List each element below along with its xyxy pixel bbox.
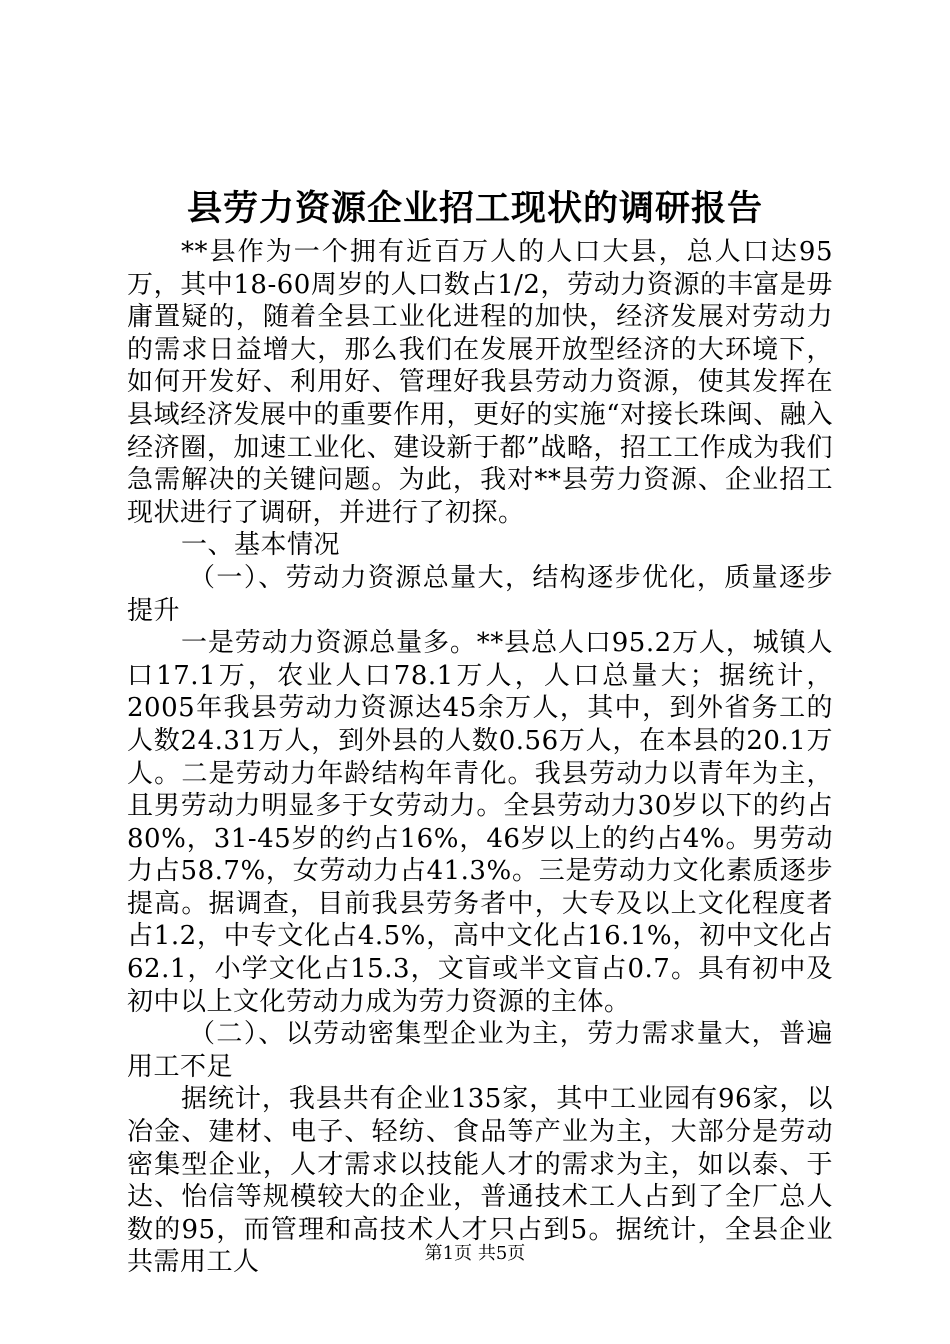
page-footer: 第1页 共5页 — [424, 1243, 526, 1264]
document-title: 县劳力资源企业招工现状的调研报告 — [186, 188, 763, 229]
intro-paragraph: **县作为一个拥有近百万人的人口大县，总人口达95万，其中18-60周岁的人口数占1/2，劳动力资源的丰富是毋庸置疑的，随着全县工业化进程的加快，经济发展对劳动力的需求日益增大，那么我们在发展开放型经济的大环境下，如何开发好、利用好、管理好我县劳动力资源，使其发挥在县域经济发展中的重要作用，更好的实施“对接长珠闽、融入经济圈，加速工业化、建设新于都”战略，招工工作成为我们急需解决的关键问题。为此，我对**县劳力资源、企业招工现状进行了调研，并进行了初探。 — [127, 237, 833, 528]
labor-resource-paragraph: 一是劳动力资源总量多。**县总人口95.2万人，城镇人口17.1万，农业人口78.1万人，人口总量大；据统计，2005年我县劳动力资源达45余万人，其中，到外省务工的人数24.31万人，到外县的人数0.56万人，在本县的20.1万人。二是劳动力年龄结构年青化。我县劳动力以青年为主，且男劳动力明显多于女劳动力。全县劳动力30岁以下的约占80%，31-45岁的约占16%，46岁以上的约占4%。男劳动力占58.7%，女劳动力占41.3%。三是劳动力文化素质逐步提高。据调查，目前我县劳务者中，大专及以上文化程度者占1.2，中专文化占4.5%，高中文化占16.1%，初中文化占62.1，小学文化占15.3，文盲或半文盲占0.7。具有初中及初中以上文化劳动力成为劳力资源的主体。 — [127, 628, 833, 1017]
document-body — [127, 236, 833, 1279]
enterprise-paragraph: 据统计，我县共有企业135家，其中工业园有96家，以冶金、建材、电子、轻纺、食品等产业为主，大部分是劳动密集型企业，人才需求以技能人才的需求为主，如以泰、于达、怡信等规模较大的企业，普通技术工人占到了全厂总人数的95，而管理和高技术人才只占到5。据统计，全县企业共需用工人 — [127, 1084, 833, 1278]
subsection-heading-1: （一）、劳动力资源总量大，结构逐步优化，质量逐步提升 — [127, 562, 833, 626]
section-heading-basic-situation: 一、基本情况 — [181, 530, 341, 561]
subsection-heading-2: （二）、以劳动密集型企业为主，劳力需求量大，普遍用工不足 — [127, 1019, 833, 1082]
